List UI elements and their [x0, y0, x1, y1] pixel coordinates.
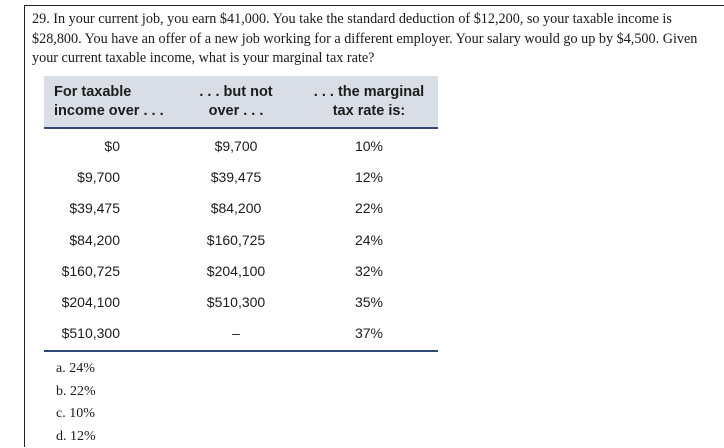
option-d[interactable]: d. 12% — [56, 426, 96, 448]
header-income-over-line1: For taxable — [54, 83, 164, 102]
table-row — [44, 225, 438, 256]
cell-rate: 24% — [304, 232, 434, 248]
header-marginal-rate-line2: tax rate is: — [304, 102, 434, 121]
table-row — [44, 318, 438, 349]
header-marginal-rate — [304, 83, 434, 121]
cell-rate: 37% — [304, 325, 434, 341]
header-but-not-over — [191, 83, 281, 121]
header-but-not-over-line1: . . . but not — [191, 83, 281, 102]
cell-income-over: $39,475 — [69, 200, 120, 216]
option-b[interactable]: b. 22% — [56, 381, 96, 404]
answer-options — [56, 358, 96, 448]
question-text: 29. In your current job, you earn $41,000. You take the standard deduction of $12,200, so your taxable income is $28,800. You have an offer of a new job working for a different employer. Your salary would go up by $4,500. Given your current taxable income, what is your marginal tax rate? — [32, 10, 712, 69]
cell-income-over: $9,700 — [77, 169, 120, 185]
table-row — [44, 287, 438, 318]
header-income-over — [54, 83, 164, 121]
table-row — [44, 256, 438, 287]
header-income-over-line2: income over . . . — [54, 102, 164, 121]
option-a[interactable]: a. 24% — [56, 358, 96, 381]
cell-income-over: $510,300 — [62, 325, 120, 341]
cell-but-not-over: – — [189, 325, 283, 341]
cell-but-not-over: $510,300 — [189, 294, 283, 310]
cell-rate: 10% — [304, 138, 434, 154]
cell-income-over: $160,725 — [62, 263, 120, 279]
cell-rate: 35% — [304, 294, 434, 310]
table-row — [44, 131, 438, 162]
cell-income-over: $84,200 — [69, 232, 120, 248]
cell-income-over: $0 — [104, 138, 120, 154]
cell-but-not-over: $39,475 — [189, 169, 283, 185]
table-body — [44, 131, 438, 352]
cell-but-not-over: $160,725 — [189, 232, 283, 248]
tax-bracket-table — [44, 76, 438, 352]
header-marginal-rate-line1: . . . the marginal — [304, 83, 434, 102]
header-but-not-over-line2: over . . . — [191, 102, 281, 121]
cell-but-not-over: $9,700 — [189, 138, 283, 154]
cell-income-over: $204,100 — [62, 294, 120, 310]
table-row — [44, 193, 438, 224]
cell-rate: 12% — [304, 169, 434, 185]
cell-rate: 32% — [304, 263, 434, 279]
option-c[interactable]: c. 10% — [56, 403, 96, 426]
table-header — [44, 76, 438, 129]
cell-rate: 22% — [304, 200, 434, 216]
cell-but-not-over: $84,200 — [189, 200, 283, 216]
cell-but-not-over: $204,100 — [189, 263, 283, 279]
table-row — [44, 162, 438, 193]
